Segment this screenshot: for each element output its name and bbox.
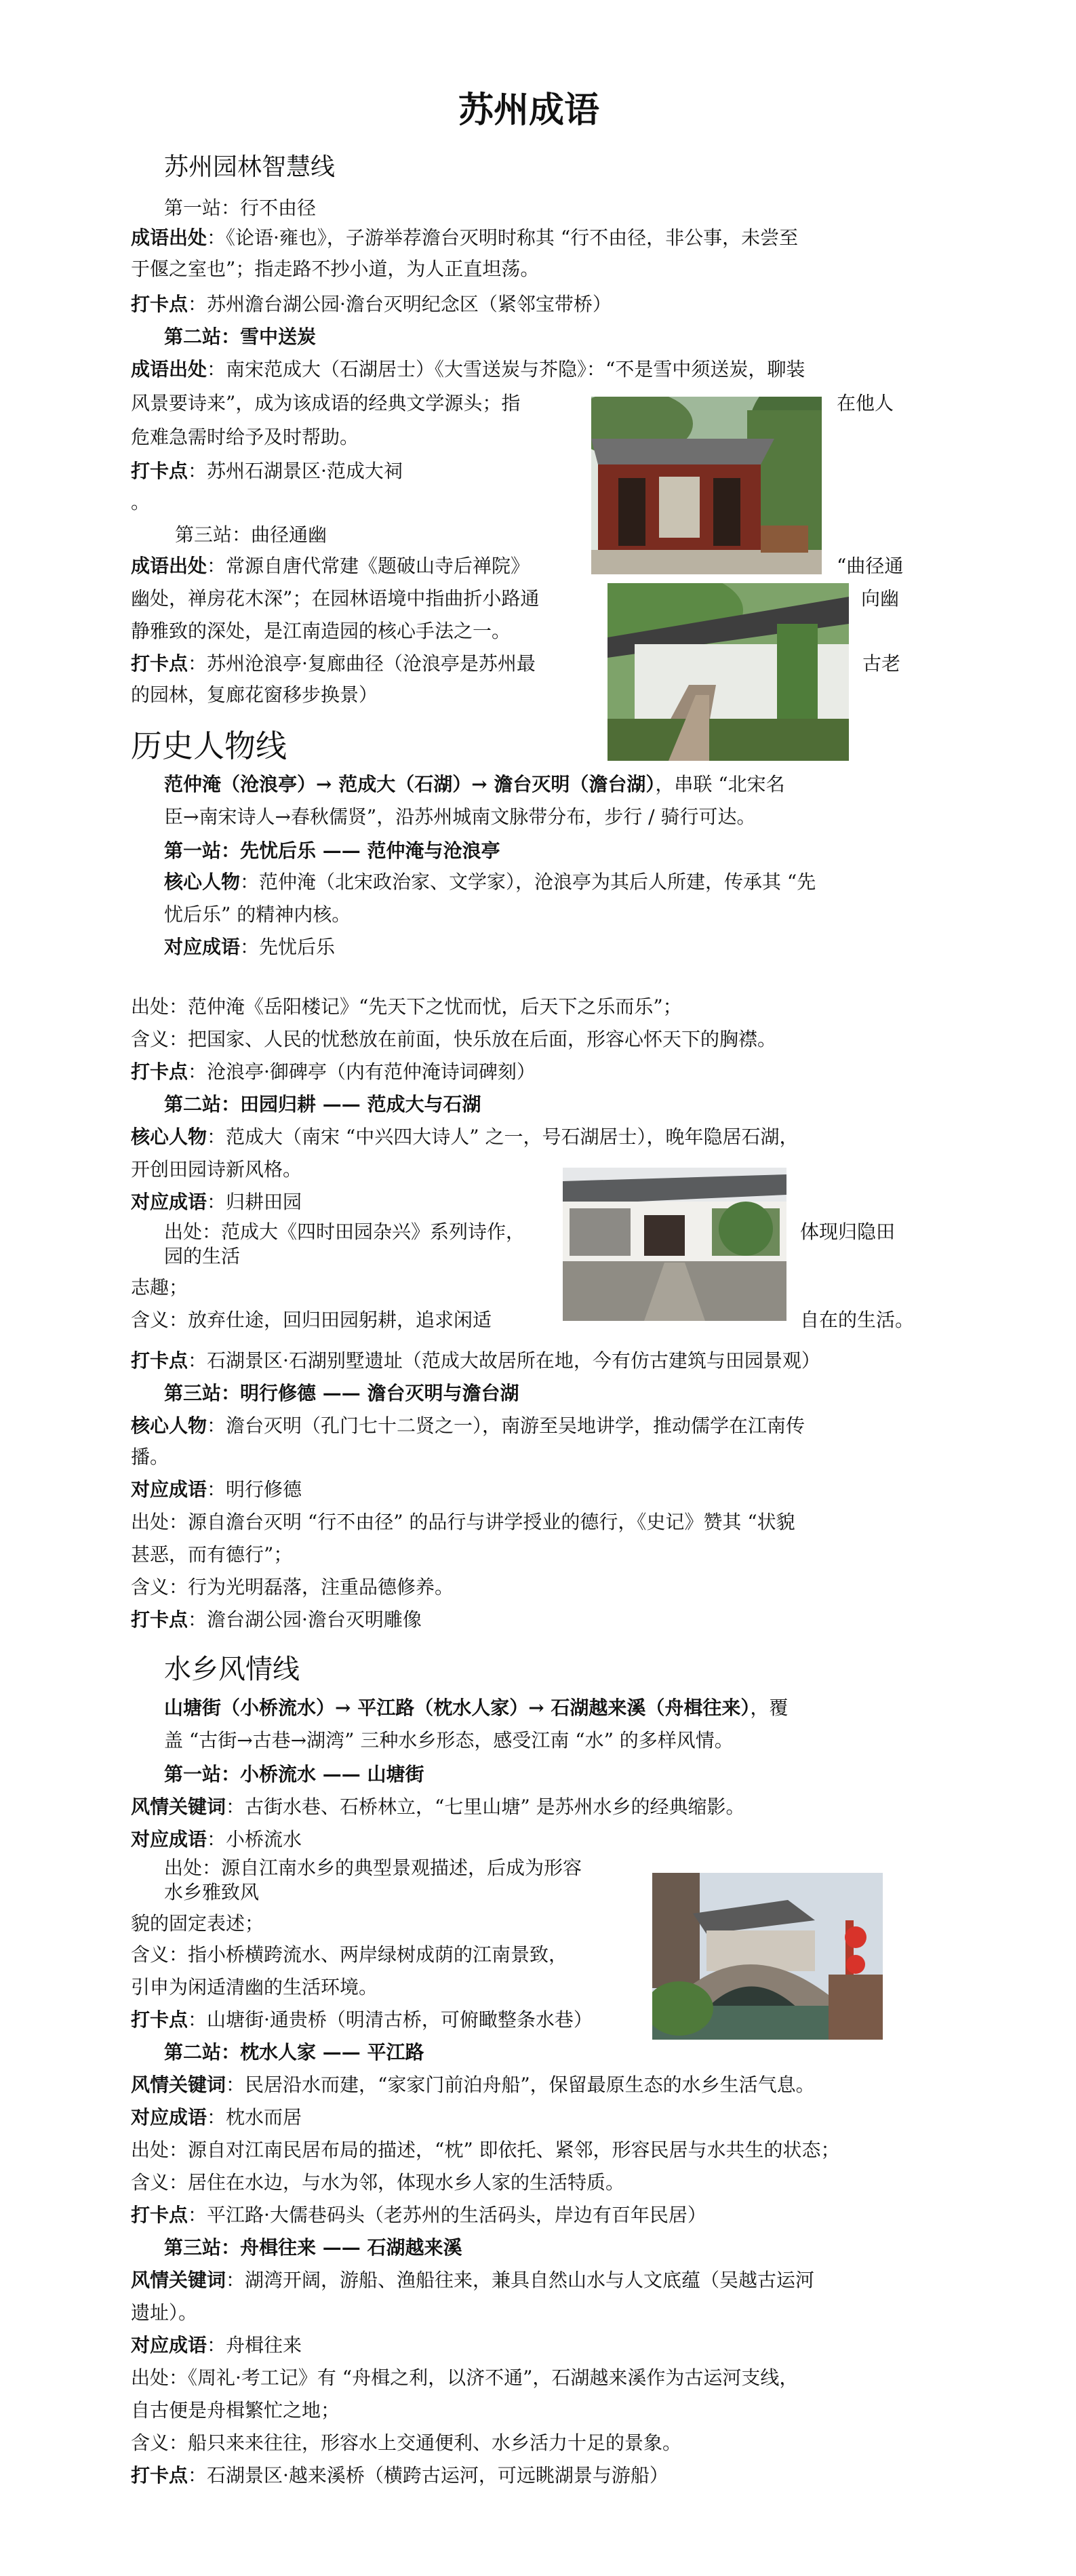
garden-station-2-source-cont: 风景要诗来”，成为该成语的经典文学源头；指 (131, 392, 521, 414)
water-station-1-keyword: 风情关键词：古街水巷、石桥林立，“七里山塘” 是苏州水乡的经典缩影。 (131, 1796, 745, 1818)
water-station-2-source: 出处：源自对江南民居布局的描述，“枕” 即依托、紧邻，形容民居与水共生的状态； (131, 2139, 840, 2161)
history-station-2-source-end: 志趣； (131, 1276, 188, 1299)
water-station-2-title: 第二站：枕水人家 —— 平江路 (164, 2041, 424, 2063)
garden-station-2-spot: 打卡点：苏州石湖景区·范成大祠 (131, 460, 403, 482)
section-heading-water: 水乡风情线 (164, 1654, 300, 1685)
water-station-3-title: 第三站：舟楫往来 —— 石湖越来溪 (164, 2236, 462, 2259)
history-station-2-source-right: 体现归隐田 (800, 1221, 896, 1243)
courtyard-photo (563, 1168, 786, 1321)
garden-station-1-spot: 打卡点：苏州澹台湖公园·澹台灭明纪念区（紧邻宝带桥） (131, 293, 612, 315)
garden-station-3-source-cont: 幽处，禅房花木深”；在园林语境中指曲折小路通 (131, 587, 540, 610)
water-station-1-meaning-cont: 引申为闲适清幽的生活环境。 (131, 1976, 378, 1998)
water-station-2-meaning: 含义：居住在水边，与水为邻，体现水乡人家的生活特质。 (131, 2171, 625, 2194)
history-station-3-meaning: 含义：行为光明磊落，注重品德修养。 (131, 1576, 454, 1598)
garden-station-3-spot: 打卡点：苏州沧浪亭·复廊曲径（沧浪亭是苏州最 (131, 652, 536, 675)
garden-station-3-title: 第三站：曲径通幽 (175, 523, 327, 546)
history-intro-cont: 臣→南宋诗人→春秋儒贤”，沿苏州城南文脉带分布，步行 / 骑行可达。 (164, 806, 756, 828)
history-station-2-source-cont: 园的生活 (164, 1245, 241, 1267)
history-station-1-core: 核心人物：范仲淹（北宋政治家、文学家），沧浪亭为其后人所建，传承其 “先 (164, 871, 816, 893)
garden-station-3-source-end: 静雅致的深处，是江南造园的核心手法之一。 (131, 620, 511, 642)
water-station-3-idiom: 对应成语：舟楫往来 (131, 2334, 302, 2356)
history-station-3-core: 核心人物：澹台灭明（孔门七十二贤之一），南游至吴地讲学，推动儒学在江南传 (131, 1414, 805, 1437)
history-station-1-meaning: 含义：把国家、人民的忧愁放在前面，快乐放在后面，形容心怀天下的胸襟。 (131, 1028, 777, 1050)
section-heading-history: 历史人物线 (131, 728, 287, 764)
water-station-1-source-cont: 水乡雅致风 (164, 1881, 260, 1903)
corridor-photo (607, 583, 849, 761)
water-station-1-source-end: 貌的固定表述； (131, 1912, 264, 1935)
history-station-1-source: 出处：范仲淹《岳阳楼记》“先天下之忧而忧，后天下之乐而乐”； (131, 995, 682, 1018)
history-station-3-idiom: 对应成语：明行修德 (131, 1478, 302, 1501)
water-station-1-spot: 打卡点：山塘街·通贵桥（明清古桥，可俯瞰整条水巷） (131, 2008, 593, 2031)
section-heading-garden: 苏州园林智慧线 (164, 153, 336, 181)
pavilion-photo (591, 397, 822, 574)
water-station-3-keyword-cont: 遗址）。 (131, 2301, 198, 2324)
water-station-2-spot: 打卡点：平江路·大儒巷码头（老苏州的生活码头，岸边有百年民居） (131, 2204, 706, 2226)
stray-period: 。 (131, 491, 151, 513)
water-station-2-idiom: 对应成语：枕水而居 (131, 2106, 302, 2128)
garden-station-2-source: 成语出处：南宋范成大（石湖居士）《大雪送炭与芥隐》：“不是雪中须送炭，聊装 (131, 358, 805, 380)
history-station-2-idiom: 对应成语：归耕田园 (131, 1191, 302, 1213)
history-intro: 范仲淹（沧浪亭）→ 范成大（石湖）→ 澹台灭明（澹台湖），串联 “北宋名 (164, 773, 785, 795)
water-station-3-keyword: 风情关键词：湖湾开阔，游船、渔船往来，兼具自然山水与人文底蕴（吴越古运河 (131, 2269, 815, 2291)
page-title: 苏州成语 (458, 90, 600, 131)
garden-station-1-source-cont: 于偃之室也”；指走路不抄小道，为人正直坦荡。 (131, 258, 540, 280)
history-station-3-core-cont: 播。 (131, 1446, 170, 1468)
history-station-2-meaning: 含义：放弃仕途，回归田园躬耕，追求闲适 (131, 1309, 492, 1331)
history-station-2-core-cont: 开创田园诗新风格。 (131, 1158, 302, 1181)
history-station-1-idiom: 对应成语：先忧后乐 (164, 936, 336, 958)
water-intro-cont: 盖 “古街→古巷→湖湾” 三种水乡形态，感受江南 “水” 的多样风情。 (164, 1729, 734, 1751)
history-station-1-title: 第一站：先忧后乐 —— 范仲淹与沧浪亭 (164, 839, 500, 862)
canal-bridge-photo (652, 1873, 883, 2040)
garden-station-3-source: 成语出处：常源自唐代常建《题破山寺后禅院》 (131, 555, 530, 577)
water-station-1-source: 出处：源自江南水乡的典型景观描述，后成为形容 (164, 1857, 582, 1879)
water-station-1-idiom: 对应成语：小桥流水 (131, 1828, 302, 1850)
history-station-2-source: 出处：范成大《四时田园杂兴》系列诗作， (164, 1221, 525, 1243)
history-station-2-meaning-right: 自在的生活。 (800, 1309, 915, 1331)
history-station-3-title: 第三站：明行修德 —— 澹台灭明与澹台湖 (164, 1382, 519, 1404)
history-station-1-spot: 打卡点：沧浪亭·御碑亭（内有范仲淹诗词碑刻） (131, 1061, 536, 1083)
history-station-2-spot: 打卡点：石湖景区·石湖别墅遗址（范成大故居所在地，今有仿古建筑与田园景观） (131, 1349, 820, 1372)
garden-station-2-title: 第二站：雪中送炭 (164, 325, 317, 348)
history-station-3-source-cont: 甚恶，而有德行”； (131, 1543, 293, 1566)
garden-station-2-source-end: 危难急需时给予及时帮助。 (131, 426, 359, 448)
garden-station-1-title: 第一站：行不由径 (164, 197, 317, 219)
garden-station-3-source-right: “曲径通 (837, 555, 904, 577)
water-station-2-keyword: 风情关键词：民居沿水而建，“家家门前泊舟船”，保留最原生态的水乡生活气息。 (131, 2074, 815, 2096)
garden-station-2-source-cont-right: 在他人 (837, 392, 894, 414)
garden-station-3-spot-right: 古老 (862, 652, 901, 675)
water-station-3-meaning: 含义：船只来来往往，形容水上交通便利、水乡活力十足的景象。 (131, 2432, 682, 2454)
history-station-3-source: 出处：源自澹台灭明 “行不由径” 的品行与讲学授业的德行，《史记》赞其 “状貌 (131, 1511, 795, 1533)
history-station-2-core: 核心人物：范成大（南宋 “中兴四大诗人” 之一，号石湖居士），晚年隐居石湖， (131, 1126, 799, 1148)
garden-station-3-spot-cont: 的园林，复廊花窗移步换景） (131, 683, 378, 706)
water-station-1-title: 第一站：小桥流水 —— 山塘街 (164, 1763, 424, 1785)
water-station-3-source: 出处：《周礼·考工记》有 “舟楫之利，以济不通”，石湖越来溪作为古运河支线， (131, 2366, 799, 2389)
history-station-3-spot: 打卡点：澹台湖公园·澹台灭明雕像 (131, 1608, 422, 1631)
garden-station-1-source: 成语出处：《论语·雍也》，子游举荐澹台灭明时称其 “行不由径，非公事，未尝至 (131, 226, 799, 249)
garden-station-3-source-cont-right: 向幽 (861, 587, 900, 610)
history-station-1-core-cont: 忧后乐” 的精神内核。 (164, 903, 351, 926)
history-station-2-title: 第二站：田园归耕 —— 范成大与石湖 (164, 1093, 481, 1115)
water-intro: 山塘街（小桥流水）→ 平江路（枕水人家）→ 石湖越来溪（舟楫往来），覆 (164, 1697, 789, 1719)
water-station-3-source-cont: 自古便是舟楫繁忙之地； (131, 2399, 340, 2421)
water-station-3-spot: 打卡点：石湖景区·越来溪桥（横跨古运河，可远眺湖景与游船） (131, 2464, 669, 2486)
water-station-1-meaning: 含义：指小桥横跨流水、两岸绿树成荫的江南景致， (131, 1943, 568, 1966)
